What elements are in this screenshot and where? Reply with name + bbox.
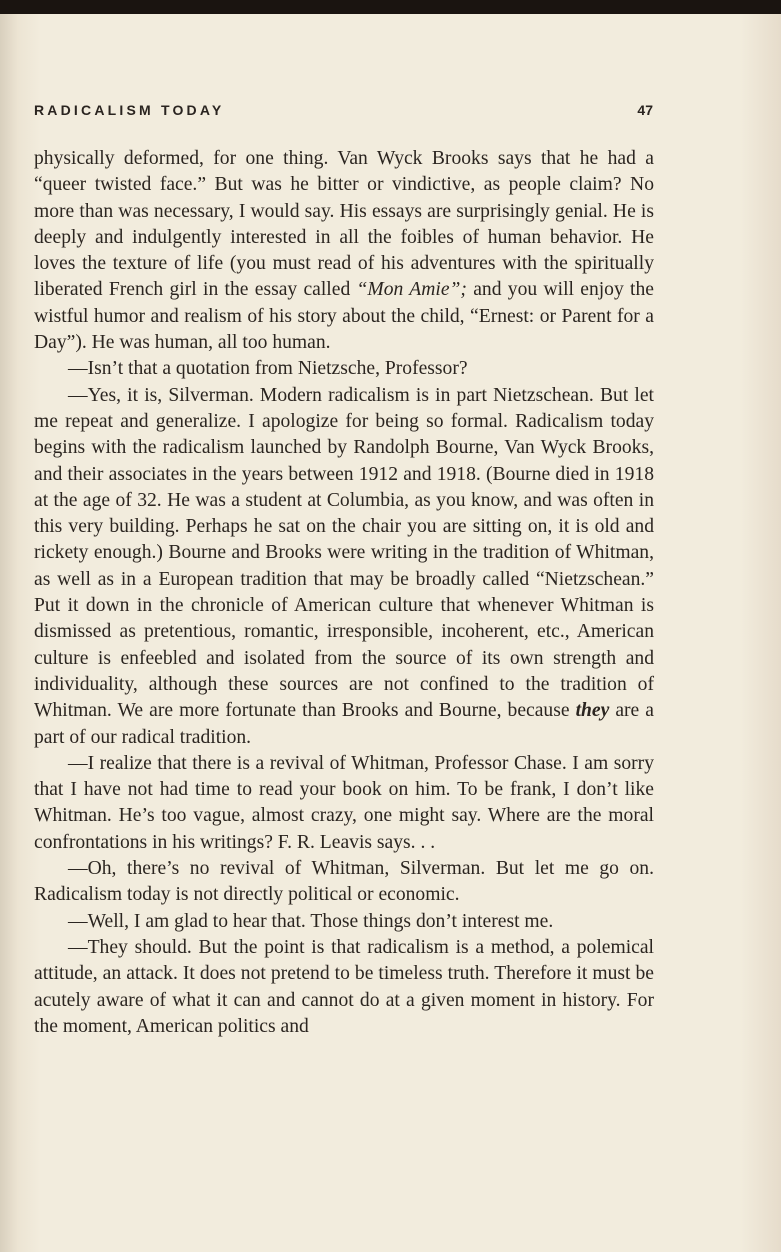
paragraph-4: —I realize that there is a revival of Whitman, Professor Chase. I am sorry that I have not had time to read your book on him. To be frank, I don’t like Whitman. He’s too vague, almost crazy, one might say. Where are the moral confrontations in his writings? F. R. Leavis says. . .: [34, 752, 654, 853]
paragraph-1-text: physically deformed, for one thing. Van Wyck Brooks says that he had a “queer twisted face.” But was he bitter or vindictive, as people claim? No more than was necessary, I would say. His essays are surprisingly genial. He is deeply and indulgently interested in all the foibles of human behavior. He loves the texture of life (you must read of his adventures with the spiritually liberated French girl in the essay called: [34, 148, 654, 301]
running-head: RADICALISM TODAY: [34, 102, 225, 118]
paragraph-6: —Well, I am glad to hear that. Those things don’t interest me.: [68, 910, 554, 932]
page-number: 47: [637, 102, 653, 118]
page-header: [34, 102, 653, 126]
paragraph-1-text-cont: and you will enjoy the wistful humor and realism of his story about the child, “Ernest: or Parent for a Day”). He was human, all too human.: [34, 279, 654, 354]
emphasis-they: they: [575, 700, 610, 722]
essay-title-italic: “Mon Amie”;: [356, 279, 467, 301]
paragraph-2: —Isn’t that a quotation from Nietzsche, Professor?: [68, 358, 468, 380]
paragraph-3-text: —Yes, it is, Silverman. Modern radicalism is in part Nietzschean. But let me repeat and generalize. I apologize for being so formal. Radicalism today begins with the radicalism launched by Randolph Bourne, Van Wyck Brooks, and their associates in the years between 1912 and 1918. (Bourne died in 1918 at the age of 32. He was a student at Columbia, as you know, and was often in this very building. Perhaps he sat on the chair you are sitting on, it is old and rickety enough.) Bourne and Brooks were writing in the tradition of Whitman, as well as in a European tradition that may be broadly called “Nietzschean.” Put it down in the chronicle of American culture that whenever Whitman is dismissed as pretentious, romantic, irresponsible, incoherent, etc., American culture is enfeebled and isolated from the source of its own strength and individuality, although these sources are not confined to the tradition of Whitman. We are more fortunate than Brooks and Bourne, because: [34, 384, 654, 722]
paragraph-5: —Oh, there’s no revival of Whitman, Silverman. But let me go on. Radicalism today is not directly political or economic.: [34, 858, 654, 906]
body-text: [34, 146, 654, 1040]
paragraph-1: [34, 146, 654, 356]
paragraph-7: —They should. But the point is that radicalism is a method, a polemical attitude, an attack. It does not pretend to be timeless truth. Therefore it must be acutely aware of what it can and cannot do at a given moment in history. For the moment, American politics and: [34, 936, 654, 1037]
paragraph-3: [34, 383, 654, 751]
book-page: [0, 14, 781, 1252]
paragraph-3-text-cont: are a part of our radical tradition.: [34, 700, 654, 748]
